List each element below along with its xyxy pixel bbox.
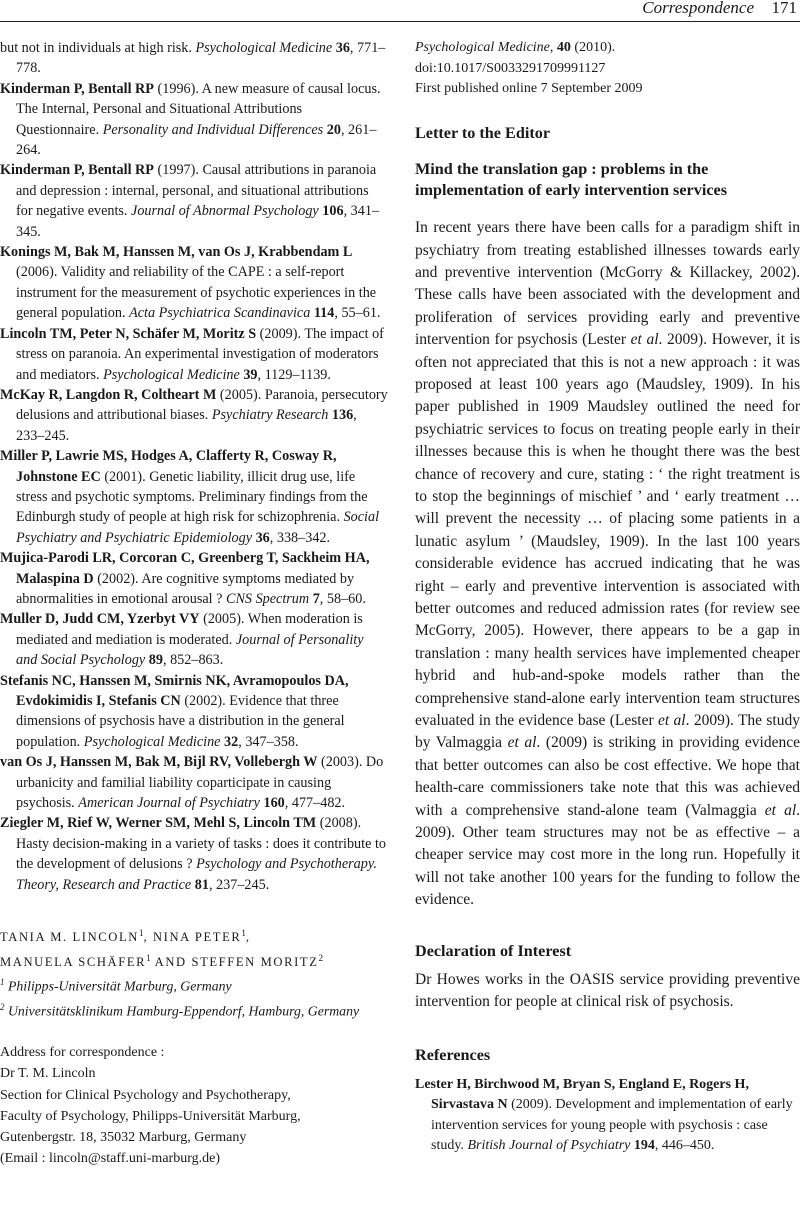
reference-pages: , 852–863. bbox=[162, 652, 224, 669]
reference-text: (2009). Development and implementation of early intervention services for young people with psychosis : case study. bbox=[431, 1097, 793, 1153]
reference-entry bbox=[0, 385, 388, 446]
reference-entry bbox=[0, 324, 388, 385]
reference-entry bbox=[0, 813, 388, 895]
affiliation-2: $^2$ Universitätsklinikum Hamburg-Eppendorf, Hamburg, Germany bbox=[0, 1002, 360, 1020]
reference-journal: American Journal of Psychiatry bbox=[78, 795, 260, 812]
reference-authors: McKay R, Langdon R, Coltheart M bbox=[0, 386, 217, 403]
reference-journal: Journal of Abnormal Psychology bbox=[131, 203, 319, 220]
correspondence-address bbox=[0, 1042, 388, 1170]
reference-volume: 39 bbox=[243, 366, 258, 383]
author-affiliation-block bbox=[0, 923, 388, 1023]
reference-authors: Mujica-Parodi LR, Corcoran C, Greenberg T, Sackheim HA, Malaspina D bbox=[0, 550, 370, 587]
author-names-line-2: MANUELA SCHÄFER$^1$ AND STEFFEN MORITZ$^2$ bbox=[0, 952, 324, 969]
reference-pages: , 771–778. bbox=[16, 40, 386, 77]
header-rule bbox=[0, 21, 800, 22]
reference-journal: Psychiatry Research bbox=[211, 407, 329, 424]
correspondence-line: (Email : lincoln@staff.uni-marburg.de) bbox=[0, 1151, 220, 1167]
section-heading-references: References bbox=[415, 1045, 491, 1064]
reference-authors: Kinderman P, Bentall RP bbox=[0, 162, 154, 179]
reference-volume: 89 bbox=[148, 652, 163, 669]
reference-authors: Lester H, Birchwood M, Bryan S, England E, Rogers H, Sirvastava N bbox=[415, 1076, 749, 1112]
reference-journal: Journal of Personality and Social Psychology bbox=[16, 631, 364, 669]
reference-volume: 7 bbox=[312, 590, 320, 607]
reference-authors: Ziegler M, Rief W, Werner SM, Mehl S, Lincoln TM bbox=[0, 815, 317, 832]
reference-entry bbox=[0, 548, 388, 609]
reference-volume: 36 bbox=[335, 40, 350, 56]
doi: doi:10.1017/S0033291709991127 bbox=[415, 60, 606, 76]
reference-pages: , 1129–1139. bbox=[257, 366, 331, 383]
left-reference-list bbox=[0, 38, 388, 895]
reference-volume: 20 bbox=[326, 121, 341, 138]
citation-line: Psychological Medicine, 40 (2010). bbox=[415, 40, 616, 55]
reference-entry bbox=[0, 671, 388, 753]
right-reference-list bbox=[415, 1075, 800, 1157]
reference-volume: 81 bbox=[194, 876, 209, 893]
reference-entry bbox=[0, 752, 388, 813]
text-segment: . 2009). However, it is often not appreciated that this is not a new approach : it was proposed at least 100 years ago (Maudsley, 1909). In his paper published in 1909 Maudsley outlined the need for psychiatric services to focus on treating people early in their illnesses because this is when he thought there was the best chance of recovery and cure, stating : ‘ the right treatment is to stop the beginnings of mischief ’ and ‘ early treatment … will prevent the necessity … of placing some patients in a lunatic asylum ’ (Maudsley, 1909). In the last 100 years considerable evidence has accrued indicating that he was right – early and preventive intervention is associated with better outcomes and reduced admission rates (for review see McGorry, 2005). However, there appears to be a gap in translation : many health services have implemented cheaper hybrid and hub-and-spoke models rather than the comprehensive stand-alone early intervention team structures evaluated in the evidence base (Lester bbox=[415, 331, 800, 730]
reference-journal: Social Psychiatry and Psychiatric Epidemiology bbox=[16, 509, 380, 546]
correspondence-line: Gutenbergstr. 18, 35032 Marburg, Germany bbox=[0, 1130, 247, 1146]
reference-authors: van Os J, Hanssen M, Bak M, Bijl RV, Vollebergh W bbox=[0, 754, 318, 771]
text-segment: In recent years there have been calls for a paradigm shift in psychiatry from treating established illnesses towards early and preventive intervention (McGorry & Killackey, 2002). These calls have been associated with the development and proliferation of services providing early and preventive intervention for psychosis (Lester bbox=[415, 219, 800, 349]
running-title: Correspondence bbox=[642, 0, 754, 17]
reference-journal: Psychological Medicine bbox=[195, 40, 333, 56]
reference-text: (1997). Causal attributions in paranoia and depression : internal, personal, and situational attributions for negative events. bbox=[16, 162, 377, 220]
reference-journal: Acta Psychiatrica Scandinavica bbox=[129, 305, 311, 322]
text-segment: . (2009) is striking in providing evidence that better outcomes can also be cost effective. We hope that health-care commissioners take note that this was achieved with a comprehensive stand-alone team (Valmaggia bbox=[415, 734, 800, 819]
reference-text: (2002). Evidence that three dimensions of psychosis have a distribution in the general population. bbox=[16, 693, 345, 750]
right-column bbox=[415, 38, 800, 1157]
correspondence-line: Section for Clinical Psychology and Psychotherapy, bbox=[0, 1087, 291, 1103]
page-number: 171 bbox=[771, 0, 797, 17]
reference-text: (2003). Do urbanicity and familial liability coparticipate in causing psychosis. bbox=[16, 754, 384, 812]
article-title: Mind the translation gap : problems in the implementation of early intervention services bbox=[415, 159, 727, 200]
reference-entry bbox=[415, 1075, 800, 1157]
reference-text: (2005). When moderation is mediated and mediation is moderated. bbox=[16, 611, 363, 648]
reference-pages: , 338–342. bbox=[269, 529, 331, 546]
reference-entry bbox=[0, 160, 388, 242]
text-segment: . 2009). Other team structures may not be as effective – a cheaper service may cost more in the long run. Hopefully it will not take another 100 years for the funding to follow the evidence. bbox=[415, 801, 800, 909]
reference-authors: Stefanis NC, Hanssen M, Smirnis NK, Avramopoulos DA, Evdokimidis I, Stefanis CN bbox=[0, 672, 349, 709]
reference-pages: , 233–245. bbox=[16, 407, 357, 444]
reference-entry bbox=[0, 446, 388, 548]
reference-volume: 136 bbox=[331, 407, 354, 424]
reference-journal: Psychological Medicine bbox=[103, 366, 240, 383]
text-segment: . 2009). The study by Valmaggia bbox=[415, 712, 800, 752]
reference-volume: 32 bbox=[224, 733, 239, 750]
reference-authors: Kinderman P, Bentall RP bbox=[0, 80, 154, 97]
reference-journal: Psychological Medicine bbox=[83, 733, 221, 750]
reference-text: (2002). Are cognitive symptoms mediated by abnormalities in emotional arousal ? bbox=[16, 570, 355, 607]
correspondence-line: Faculty of Psychology, Philipps-Universität Marburg, bbox=[0, 1108, 301, 1124]
author-names-line-1: TANIA M. LINCOLN$^1$, NINA PETER$^1$, bbox=[0, 928, 251, 945]
affiliation-1: $^1$ Philipps-Universität Marburg, Germany bbox=[0, 977, 232, 994]
reference-volume: 36 bbox=[255, 529, 270, 546]
reference-pages: , 237–245. bbox=[208, 876, 270, 893]
reference-pages: , 55–61. bbox=[334, 305, 381, 322]
reference-journal: British Journal of Psychiatry bbox=[467, 1138, 631, 1153]
reference-authors: Miller P, Lawrie MS, Hodges A, Clafferty R, Cosway R, Johnstone EC bbox=[0, 448, 337, 485]
reference-entry bbox=[0, 38, 388, 79]
italic-segment: et al bbox=[764, 801, 797, 819]
reference-entry bbox=[0, 79, 388, 161]
reference-journal: CNS Spectrum bbox=[226, 590, 310, 607]
section-heading-letter: Letter to the Editor bbox=[415, 123, 551, 142]
reference-volume: 194 bbox=[633, 1138, 655, 1153]
italic-segment: et al bbox=[630, 331, 659, 349]
reference-entry bbox=[0, 242, 388, 324]
correspondence-line: Dr T. M. Lincoln bbox=[0, 1066, 96, 1082]
reference-pages: , 477–482. bbox=[284, 795, 346, 812]
reference-text: (2005). Paranoia, persecutory delusions and attributional biases. bbox=[16, 386, 388, 424]
reference-authors: Lincoln TM, Peter N, Schäfer M, Moritz S bbox=[0, 325, 257, 342]
reference-volume: 114 bbox=[313, 305, 335, 322]
italic-segment: et al bbox=[507, 734, 537, 752]
page-header bbox=[0, 0, 800, 22]
reference-pages: , 261–264. bbox=[16, 121, 377, 159]
correspondence-label: Address for correspondence : bbox=[0, 1045, 165, 1060]
online-date: First published online 7 September 2009 bbox=[415, 81, 643, 96]
reference-text: but not in individuals at high risk. bbox=[0, 40, 196, 56]
reference-volume: 106 bbox=[322, 203, 344, 220]
reference-volume: 160 bbox=[263, 795, 285, 812]
reference-pages: , 347–358. bbox=[238, 733, 299, 750]
reference-journal: Psychology and Psychotherapy. Theory, Research and Practice bbox=[16, 856, 377, 893]
declaration-text: Dr Howes works in the OASIS service providing preventive intervention for people at clinical risk of psychosis. bbox=[415, 970, 800, 1011]
letter-body bbox=[415, 217, 800, 912]
italic-segment: et al bbox=[658, 712, 686, 730]
publication-info bbox=[415, 38, 800, 100]
reference-entry bbox=[0, 609, 388, 670]
reference-text: (2008). Hasty decision-making in a variety of tasks : does it contribute to the development of delusions ? bbox=[16, 815, 386, 873]
reference-journal: Personality and Individual Differences bbox=[102, 121, 324, 138]
section-heading-declaration: Declaration of Interest bbox=[415, 941, 572, 960]
reference-text: (2009). The impact of stress on paranoia. An experimental investigation of moderators and mediators. bbox=[16, 325, 384, 383]
reference-text: (2001). Genetic liability, illicit drug use, life stress and psychotic symptoms. Preliminary findings from the Edinburgh study of people at high risk for schizophrenia. bbox=[16, 468, 368, 526]
reference-authors: Konings M, Bak M, Hanssen M, van Os J, Krabbendam L bbox=[0, 244, 353, 261]
reference-pages: , 341–345. bbox=[16, 203, 380, 240]
reference-pages: , 58–60. bbox=[319, 590, 366, 607]
reference-text: (2006). Validity and reliability of the CAPE : a self-report instrument for the measurement of psychotic experiences in the general population. bbox=[16, 264, 377, 322]
reference-authors: Muller D, Judd CM, Yzerbyt VY bbox=[0, 611, 200, 628]
reference-pages: , 446–450. bbox=[654, 1138, 715, 1153]
reference-text: (1996). A new measure of causal locus. The Internal, Personal and Situational Attributions Questionnaire. bbox=[16, 80, 381, 138]
